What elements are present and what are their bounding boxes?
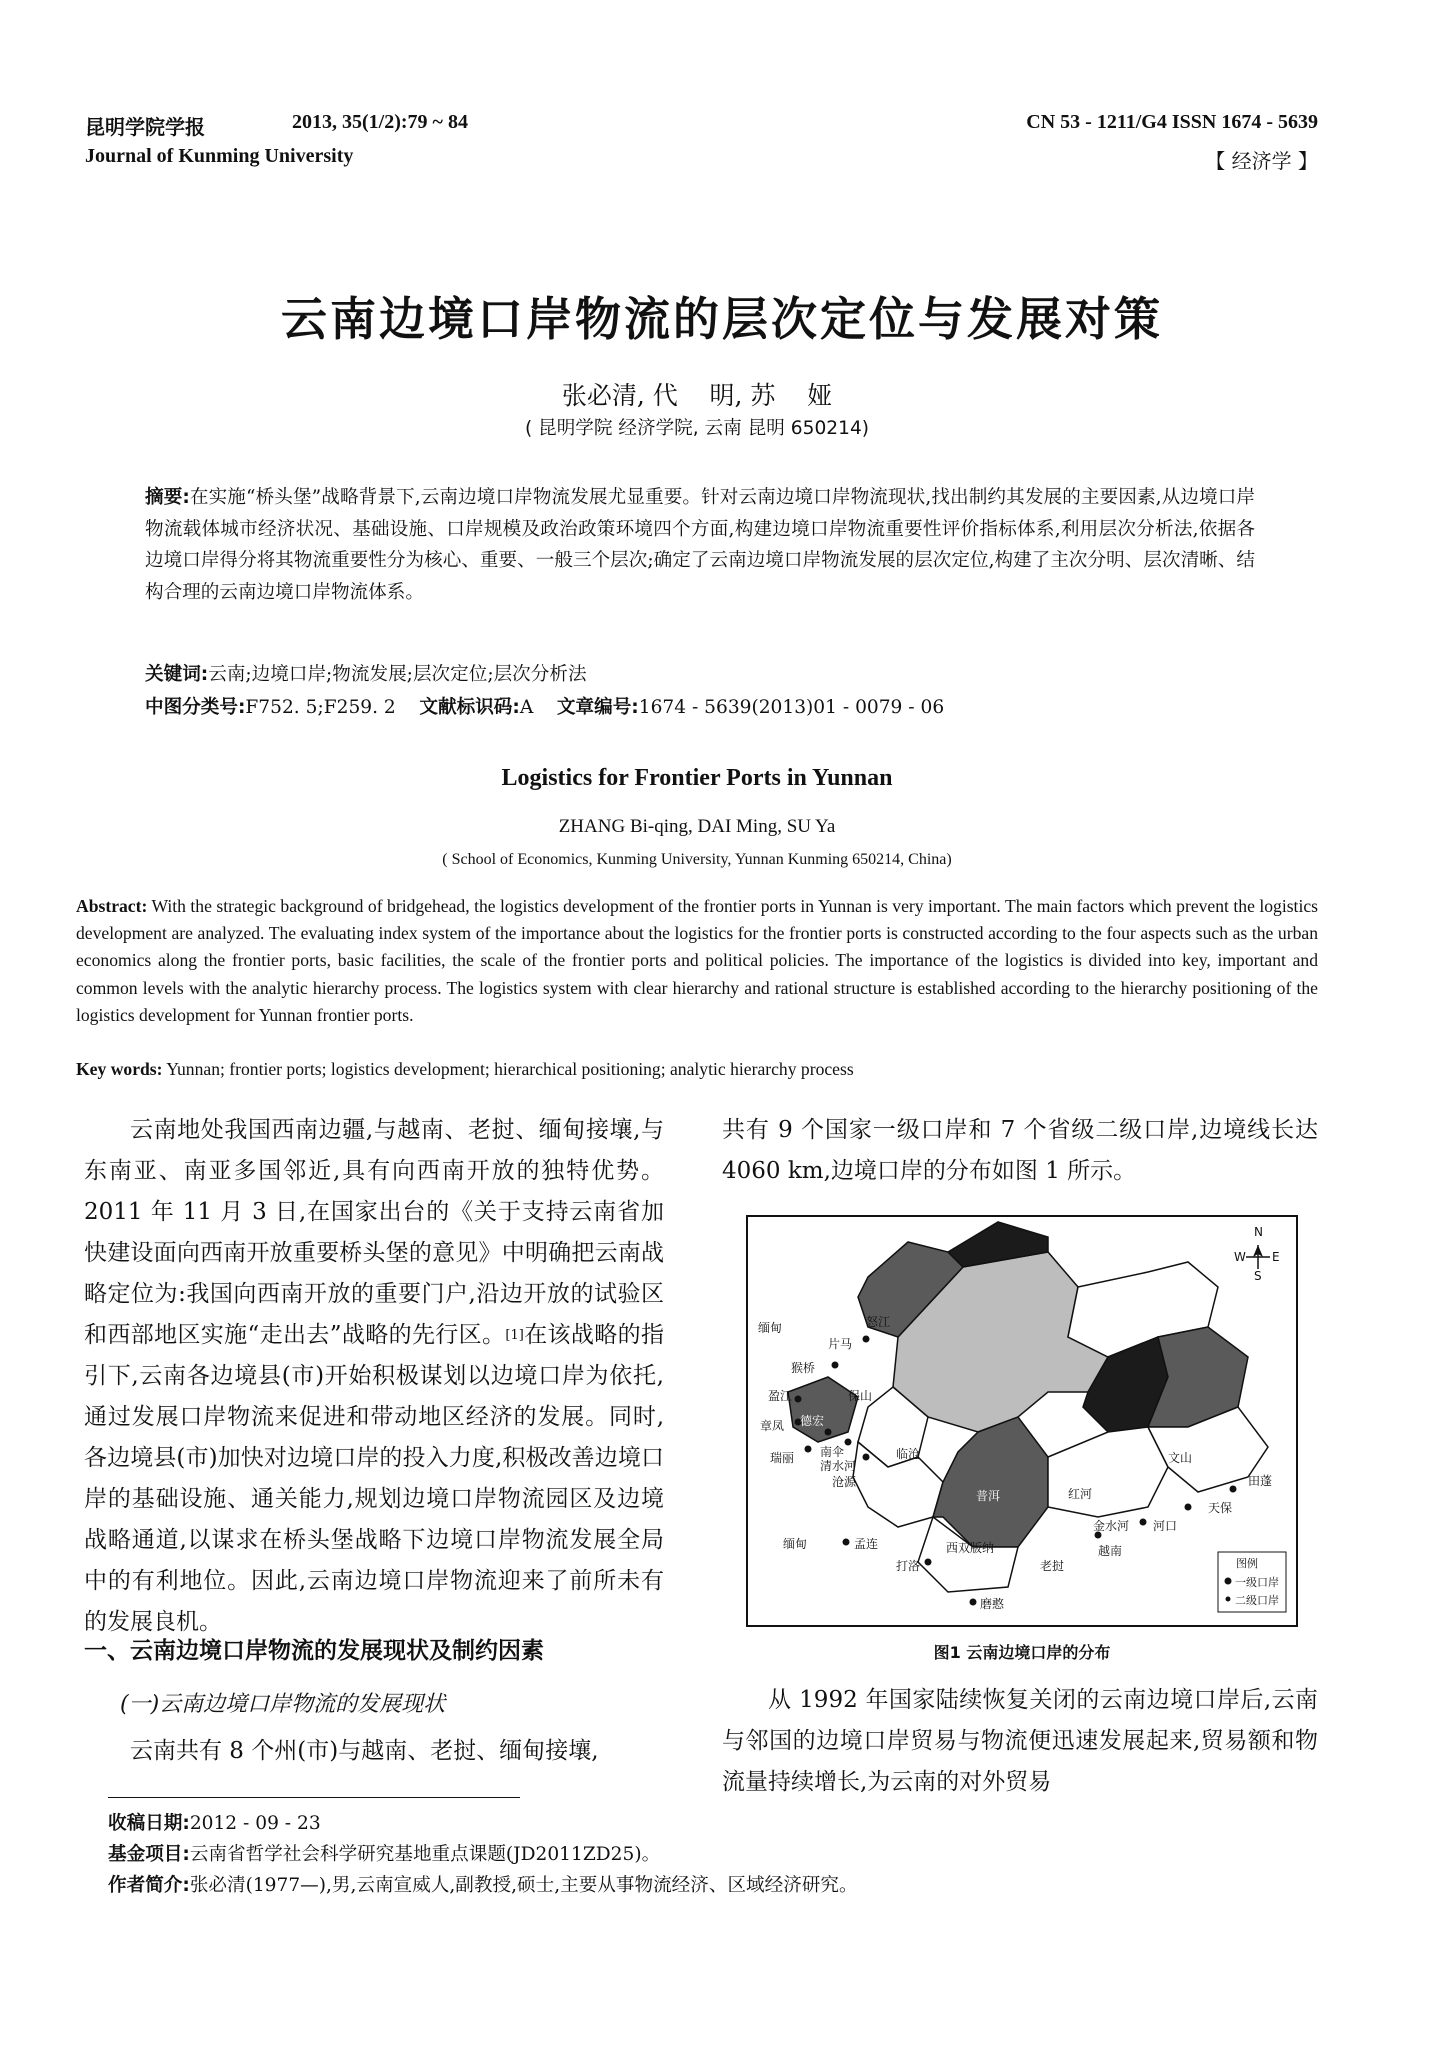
- legend-level1-marker: [1225, 1578, 1232, 1585]
- compass-w: W: [1234, 1250, 1246, 1264]
- map-label-wenshan: 文山: [1168, 1451, 1193, 1465]
- keywords-en-text: Yunnan; frontier ports; logistics development; hierarchical positioning; analytic hierarchy process: [162, 1059, 854, 1079]
- map-label-dehong: 德宏: [800, 1414, 825, 1428]
- legend-level2-marker: [1226, 1597, 1231, 1602]
- abstract-en: [76, 893, 1318, 1029]
- map-label-baoshan: 保山: [848, 1389, 873, 1403]
- abstract-en-label: Abstract:: [76, 896, 148, 916]
- map-label-qingshuihe: 清水河: [820, 1459, 857, 1473]
- journal-volume: 2013, 35(1/2):79 ~ 84: [292, 111, 468, 133]
- doc-code-value: A: [519, 697, 534, 718]
- affiliation-en: ( School of Economics, Kunming University, Yunnan Kunming 650214, China): [442, 851, 952, 868]
- body-paragraph-1-b: 在该战略的指引下,云南各边境县(市)开始积极谋划以边境口岸为依托,通过发展口岸物流来促进和带动地区经济的发展。同时,各边境县(市)加快对边境口岸的投入力度,积极改善边境口岸的基础设施、通关能力,规划边境口岸物流园区及边境战略通道,以谋求在桥头堡战略下边境口岸物流发展全局中的有利地位。因此,云南边境口岸物流迎来了前所未有的发展良机。: [84, 1322, 664, 1635]
- legend-level2: 二级口岸: [1235, 1594, 1279, 1607]
- map-label-menglian: 孟连: [854, 1537, 879, 1551]
- footnote-received: [108, 1808, 1308, 1839]
- classification-line: [145, 692, 1255, 724]
- map-label-tianbao: 天保: [1208, 1501, 1233, 1515]
- keywords-cn-text: 云南;边境口岸;物流发展;层次定位;层次分析法: [208, 664, 587, 685]
- body-paragraph-right-2: 从 1992 年国家陆续恢复关闭的云南边境口岸后,云南与邻国的边境口岸贸易与物流便迅速发展起来,贸易额和物流量持续增长,为云南的对外贸易: [722, 1687, 1318, 1795]
- yunnan-map: [748, 1217, 1296, 1625]
- journal-name-cn: 昆明学院学报: [85, 117, 205, 139]
- map-label-lincang: 临沧: [896, 1447, 921, 1461]
- figure-caption: 图1 云南边境口岸的分布: [933, 1643, 1111, 1662]
- clc-label: 中图分类号:: [145, 697, 246, 718]
- figure-map: [746, 1215, 1298, 1627]
- footnote-author: [108, 1870, 1308, 1901]
- map-label-daluo: 打洛: [896, 1559, 921, 1573]
- map-label-yingjiang: 盈江: [768, 1389, 793, 1403]
- map-label-tianpeng: 田蓬: [1248, 1474, 1273, 1488]
- journal-name-en: Journal of Kunming University: [85, 145, 354, 167]
- section-tag: 【 经济学 】: [1205, 149, 1318, 173]
- map-label-nujiang: 怒江: [866, 1315, 891, 1329]
- region-honghe: [1048, 1427, 1168, 1517]
- footnote-fund: [108, 1839, 1308, 1870]
- map-label-hekou: 河口: [1153, 1519, 1178, 1533]
- body-left-column: [84, 1110, 664, 1643]
- map-label-houqiao: 猴桥: [791, 1361, 816, 1375]
- title-en: Logistics for Frontier Ports in Yunnan: [501, 765, 893, 791]
- cn-issn: CN 53 - 1211/G4 ISSN 1674 - 5639: [1026, 111, 1318, 133]
- body-paragraph-2: 云南共有 8 个州(市)与越南、老挝、缅甸接壤,: [130, 1738, 599, 1764]
- article-id-label: 文章编号:: [556, 697, 639, 718]
- map-label-yuenan: 越南: [1098, 1544, 1123, 1558]
- legend-level1: 一级口岸: [1235, 1576, 1279, 1589]
- subsection-heading-1: (一)云南边境口岸物流的发展现状: [120, 1692, 446, 1717]
- author-bio-text: 张必清(1977—),男,云南宣威人,副教授,硕士,主要从事物流经济、区域经济研究。: [189, 1875, 858, 1896]
- doc-code-label: 文献标识码:: [419, 697, 520, 718]
- body-left-bottom: [84, 1731, 664, 1772]
- clc-value: F752. 5;F259. 2: [245, 697, 396, 718]
- received-date: 2012 - 09 - 23: [189, 1813, 321, 1834]
- compass-icon: [1246, 1245, 1270, 1269]
- keywords-cn: [145, 659, 1255, 691]
- authors-en: ZHANG Bi-qing, DAI Ming, SU Ya: [558, 816, 836, 837]
- map-label-zhangfeng: 章凤: [760, 1419, 785, 1433]
- map-label-puer: 普洱: [976, 1489, 1001, 1503]
- map-label-miandian-top: 缅甸: [758, 1321, 783, 1335]
- map-label-xishuangbanna: 西双版纳: [946, 1541, 995, 1555]
- body-right-bottom: [722, 1680, 1318, 1803]
- map-label-jinshuihe: 金水河: [1093, 1519, 1130, 1533]
- affiliation: ( 昆明学院 经济学院, 云南 昆明 650214): [524, 418, 870, 439]
- map-label-nansan: 南伞: [820, 1445, 845, 1459]
- map-label-honghe: 红河: [1068, 1487, 1093, 1501]
- footnote-divider: [108, 1797, 520, 1798]
- section-heading-1: 一、云南边境口岸物流的发展现状及制约因素: [84, 1638, 544, 1664]
- abstract-cn-text: 在实施“桥头堡”战略背景下,云南边境口岸物流发展尤显重要。针对云南边境口岸物流现状,找出制约其发展的主要因素,从边境口岸物流载体城市经济状况、基础设施、口岸规模及政治政策环境四个方面,构建边境口岸物流重要性评价指标体系,利用层次分析法,依据各边境口岸得分将其物流重要性分为核心、重要、一般三个层次;确定了云南边境口岸物流发展的层次定位,构建了主次分明、层次清晰、结构合理的云南边境口岸物流体系。: [145, 487, 1256, 603]
- article-title: 云南边境口岸物流的层次定位与发展对策: [281, 292, 1163, 346]
- body-right-top: [722, 1110, 1318, 1192]
- author-bio-label: 作者简介:: [108, 1875, 190, 1896]
- compass-e: E: [1272, 1250, 1280, 1264]
- body-paragraph-right-1: 共有 9 个国家一级口岸和 7 个省级二级口岸,边境线长达 4060 km,边境口岸的分布如图 1 所示。: [722, 1117, 1318, 1184]
- compass-n: N: [1254, 1225, 1263, 1239]
- abstract-cn: [145, 482, 1255, 608]
- map-label-mohan: 磨憨: [980, 1597, 1005, 1611]
- keywords-en-label: Key words:: [76, 1059, 163, 1079]
- keywords-en: [76, 1056, 1318, 1083]
- map-label-cangyuan: 沧源: [832, 1475, 857, 1489]
- authors: 张必清, 代 明, 苏 娅: [561, 381, 833, 410]
- map-label-laowo: 老挝: [1040, 1559, 1065, 1573]
- fund-label: 基金项目:: [108, 1844, 190, 1865]
- region-puer: [933, 1417, 1048, 1547]
- legend-title: 图例: [1236, 1557, 1258, 1570]
- body-paragraph-1: [84, 1110, 664, 1643]
- article-id-value: 1674 - 5639(2013)01 - 0079 - 06: [638, 697, 945, 718]
- body-paragraph-1-a: 云南地处我国西南边疆,与越南、老挝、缅甸接壤,与东南亚、南亚多国邻近,具有向西南开放的独特优势。2011 年 11 月 3 日,在国家出台的《关于支持云南省加快建设面向西南开放重要桥头堡的意见》中明确把云南战略定位为:我国向西南开放的重要门户,沿边开放的试验区和西部地区实施“走出去”战略的先行区。: [84, 1117, 664, 1348]
- abstract-en-text: With the strategic background of bridgehead, the logistics development of the frontier ports in Yunnan is very important. The main factors which prevent the logistics development are analyzed. The evaluating index system of the importance about the logistics for the frontier ports is constructed according to the four aspects such as the urban economics along the frontier ports, basic facilities, the scale of the frontier ports and political policies. The importance of the logistics is divided into key, important and common levels with the analytic hierarchy process. The logistics system with clear hierarchy and rational structure is established according to the hierarchy positioning of the logistics development for Yunnan frontier ports.: [76, 896, 1318, 1025]
- abstract-cn-label: 摘要:: [145, 487, 190, 508]
- citation-ref-1[interactable]: [1]: [505, 1328, 524, 1343]
- map-label-miandian-bottom: 缅甸: [783, 1537, 808, 1551]
- compass-s: S: [1254, 1269, 1262, 1283]
- keywords-cn-label: 关键词:: [145, 664, 209, 685]
- fund-text: 云南省哲学社会科学研究基地重点课题(JD2011ZD25)。: [189, 1844, 661, 1865]
- map-label-ruili: 瑞丽: [770, 1451, 795, 1465]
- received-label: 收稿日期:: [108, 1813, 190, 1834]
- map-label-pianma: 片马: [828, 1337, 853, 1351]
